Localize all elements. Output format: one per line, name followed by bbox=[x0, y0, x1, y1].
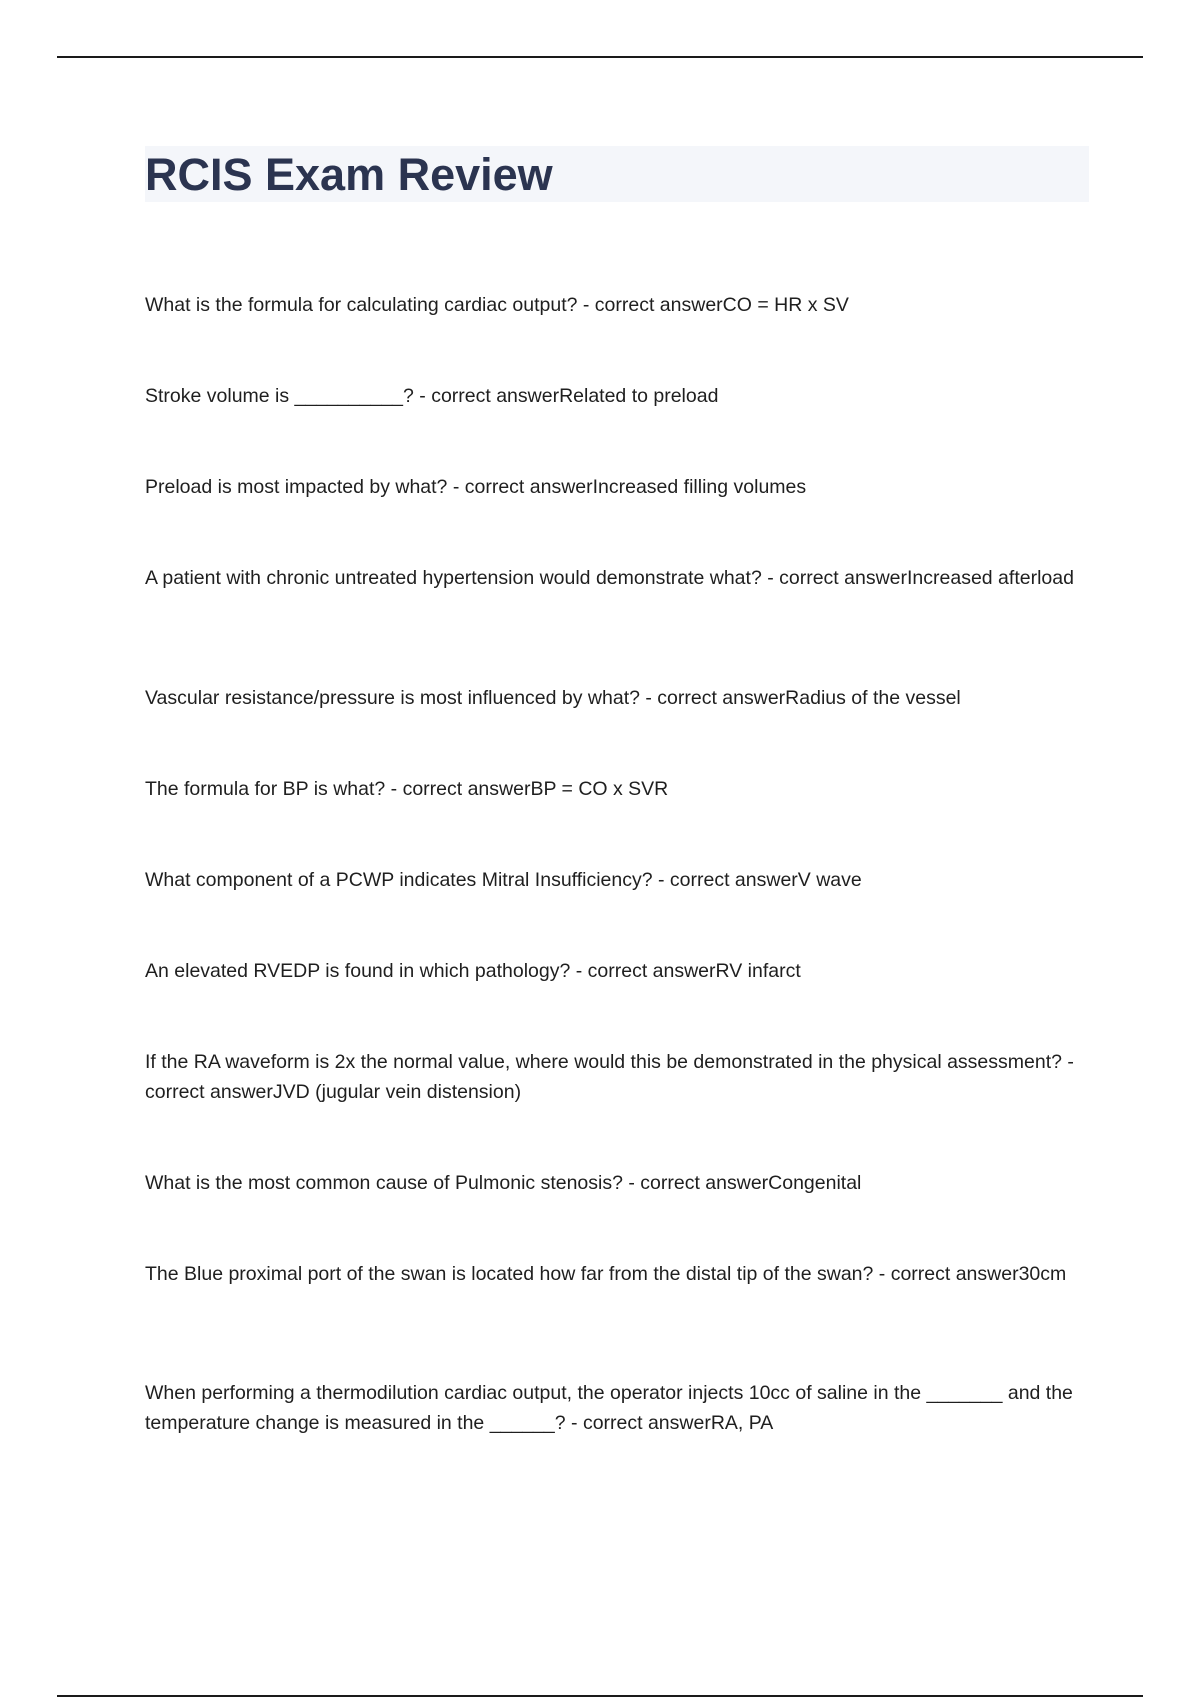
title-banner bbox=[145, 146, 1089, 202]
question-text: Preload is most impacted by what? bbox=[145, 476, 448, 498]
qa-item bbox=[145, 683, 1085, 713]
answer-separator: - correct answer bbox=[413, 385, 560, 407]
qa-item bbox=[145, 1259, 1085, 1289]
qa-item bbox=[145, 1047, 1085, 1107]
answer-text: Related to preload bbox=[559, 385, 719, 407]
answer-text: Increased afterload bbox=[907, 567, 1074, 589]
qa-item bbox=[145, 290, 1085, 320]
qa-item bbox=[145, 472, 1085, 502]
question-text: A patient with chronic untreated hypertension would demonstrate what? bbox=[145, 567, 762, 589]
qa-item bbox=[145, 865, 1085, 895]
answer-text: JVD (jugular vein distension) bbox=[272, 1081, 522, 1103]
question-text: When performing a thermodilution cardiac output, the operator injects 10cc of saline in the _______ and the temperature change is measured in the ______? bbox=[145, 1382, 1073, 1434]
answer-separator: - correct answer bbox=[570, 960, 716, 982]
answer-separator: - correct answer bbox=[652, 869, 798, 891]
answer-text: RV infarct bbox=[715, 960, 801, 982]
question-text: Stroke volume is __________? bbox=[145, 385, 414, 407]
question-text: What component of a PCWP indicates Mitral Insufficiency? bbox=[145, 869, 653, 891]
qa-item bbox=[145, 563, 1085, 593]
qa-item bbox=[145, 1168, 1085, 1198]
qa-item bbox=[145, 1378, 1085, 1438]
answer-separator: - correct answer bbox=[639, 687, 786, 709]
answer-text: RA, PA bbox=[710, 1412, 774, 1434]
page-title: RCIS Exam Review bbox=[145, 148, 553, 200]
answer-text: V wave bbox=[797, 869, 862, 891]
answer-separator: - correct answer bbox=[385, 778, 531, 800]
answer-text: Increased filling volumes bbox=[592, 476, 807, 498]
question-text: The Blue proximal port of the swan is located how far from the distal tip of the swan? bbox=[145, 1263, 874, 1285]
answer-text: Radius of the vessel bbox=[785, 687, 961, 709]
question-text: What is the formula for calculating cardiac output? bbox=[145, 294, 578, 316]
qa-item bbox=[145, 774, 1085, 804]
answer-text: BP = CO x SVR bbox=[530, 778, 669, 800]
question-text: If the RA waveform is 2x the normal value, where would this be demonstrated in the physical assessment? bbox=[145, 1051, 1062, 1073]
question-text: What is the most common cause of Pulmonic stenosis? bbox=[145, 1172, 623, 1194]
answer-separator: - correct answer bbox=[447, 476, 593, 498]
answer-text: CO = HR x SV bbox=[722, 294, 849, 316]
question-text: The formula for BP is what? bbox=[145, 778, 386, 800]
answer-separator: - correct answer bbox=[145, 1051, 1074, 1103]
question-text: Vascular resistance/pressure is most influenced by what? bbox=[145, 687, 640, 709]
answer-separator: - correct answer bbox=[565, 1412, 711, 1434]
answer-separator: - correct answer bbox=[577, 294, 723, 316]
header-rule bbox=[57, 56, 1143, 58]
answer-text: 30cm bbox=[1018, 1263, 1067, 1285]
qa-item bbox=[145, 381, 1085, 411]
answer-separator: - correct answer bbox=[873, 1263, 1019, 1285]
qa-item bbox=[145, 956, 1085, 986]
footer-rule bbox=[57, 1695, 1143, 1697]
answer-separator: - correct answer bbox=[622, 1172, 769, 1194]
answer-separator: - correct answer bbox=[761, 567, 907, 589]
question-text: An elevated RVEDP is found in which pathology? bbox=[145, 960, 571, 982]
answer-text: Congenital bbox=[768, 1172, 862, 1194]
